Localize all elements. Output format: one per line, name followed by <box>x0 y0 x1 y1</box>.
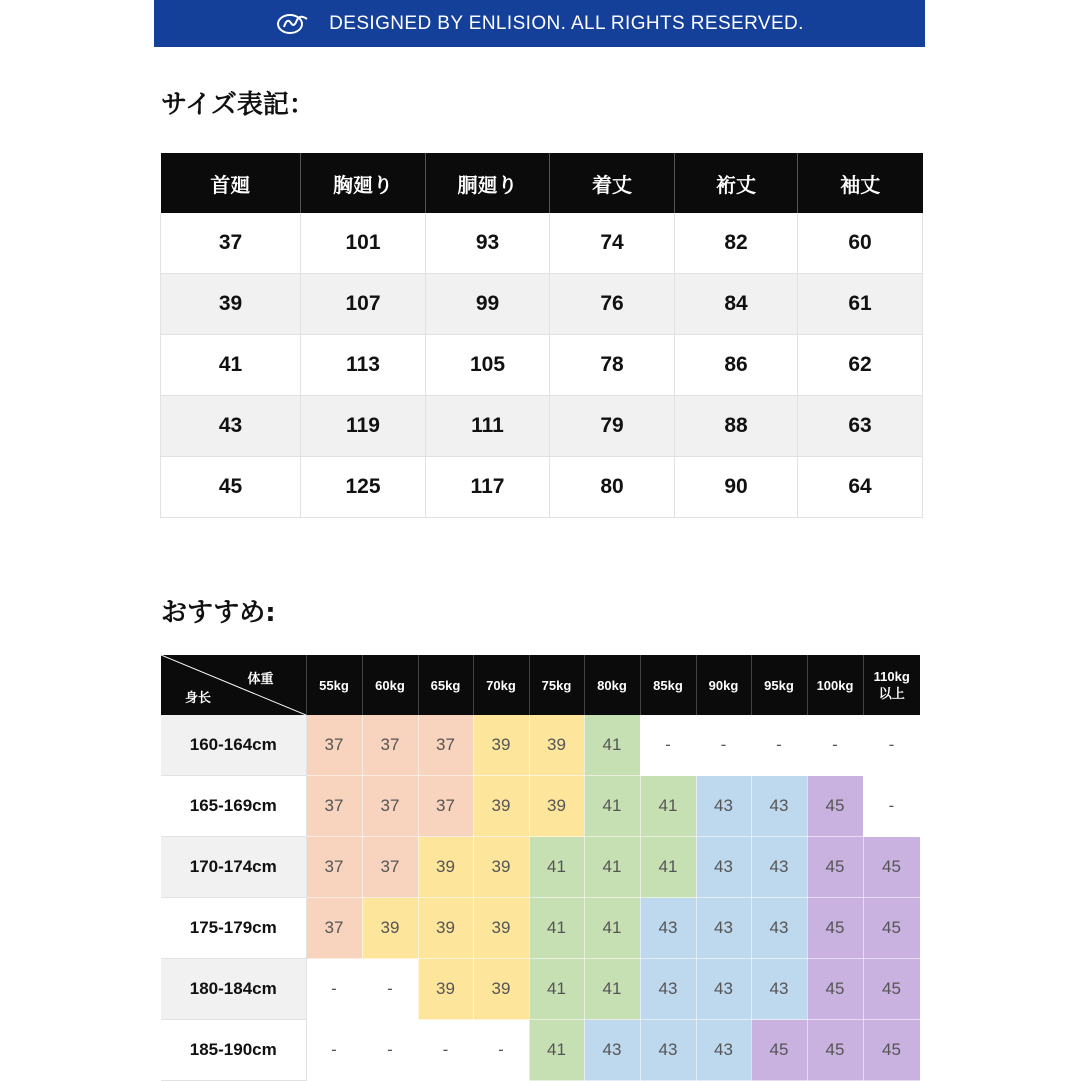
table-cell: 111 <box>426 396 550 457</box>
size-cell: 45 <box>751 1020 807 1081</box>
size-cell: - <box>362 1020 418 1081</box>
recommend-header-row <box>161 655 920 715</box>
size-cell: 37 <box>418 776 473 837</box>
corner-height-label: 身长 <box>185 690 212 705</box>
size-cell: 43 <box>751 837 807 898</box>
table-row <box>161 776 920 837</box>
table-cell: 45 <box>161 457 301 518</box>
table-cell: 63 <box>798 396 923 457</box>
size-cell: 43 <box>751 959 807 1020</box>
weight-header: 100kg <box>807 655 863 715</box>
table-cell: 60 <box>798 213 923 274</box>
table-row <box>161 959 920 1020</box>
size-cell: 45 <box>863 837 920 898</box>
size-cell: - <box>362 959 418 1020</box>
size-cell: 39 <box>473 776 529 837</box>
size-cell: 39 <box>473 898 529 959</box>
size-cell: 43 <box>640 959 696 1020</box>
size-cell: 39 <box>473 837 529 898</box>
size-cell: - <box>306 959 362 1020</box>
size-cell: 45 <box>807 898 863 959</box>
table-cell: 82 <box>675 213 798 274</box>
size-cell: - <box>696 715 751 776</box>
table-cell: 37 <box>161 213 301 274</box>
size-cell: 41 <box>584 959 640 1020</box>
weight-header: 75kg <box>529 655 584 715</box>
recommend-table-body <box>161 715 920 1081</box>
size-cell: 41 <box>584 837 640 898</box>
table-row <box>161 898 920 959</box>
corner-header <box>161 655 306 715</box>
size-cell: 43 <box>584 1020 640 1081</box>
table-row <box>161 1020 920 1081</box>
table-cell: 80 <box>550 457 675 518</box>
weight-header: 55kg <box>306 655 362 715</box>
weight-header: 90kg <box>696 655 751 715</box>
size-cell: 39 <box>529 715 584 776</box>
size-cell: 39 <box>473 715 529 776</box>
size-cell: 37 <box>306 837 362 898</box>
size-cell: - <box>807 715 863 776</box>
table-cell: 113 <box>301 335 426 396</box>
size-cell: 43 <box>696 776 751 837</box>
table-cell: 43 <box>161 396 301 457</box>
table-cell: 84 <box>675 274 798 335</box>
weight-header: 80kg <box>584 655 640 715</box>
table-row <box>161 396 923 457</box>
size-header-neck: 首廻 <box>161 153 301 213</box>
size-cell: 45 <box>807 1020 863 1081</box>
table-row <box>161 715 920 776</box>
size-cell: 39 <box>362 898 418 959</box>
size-cell: 41 <box>584 776 640 837</box>
weight-header: 60kg <box>362 655 418 715</box>
size-cell: 37 <box>418 715 473 776</box>
size-cell: - <box>306 1020 362 1081</box>
size-header-sleeve: 袖丈 <box>798 153 923 213</box>
table-cell: 62 <box>798 335 923 396</box>
size-cell: 39 <box>418 959 473 1020</box>
size-cell: - <box>418 1020 473 1081</box>
size-cell: 43 <box>640 1020 696 1081</box>
size-cell: 39 <box>529 776 584 837</box>
table-cell: 79 <box>550 396 675 457</box>
size-cell: 43 <box>751 898 807 959</box>
table-cell: 107 <box>301 274 426 335</box>
size-cell: 41 <box>584 715 640 776</box>
table-cell: 125 <box>301 457 426 518</box>
weight-header: 95kg <box>751 655 807 715</box>
size-header-yuki: 裄丈 <box>675 153 798 213</box>
recommend-table <box>161 655 921 1081</box>
weight-header-110-plus <box>863 655 920 715</box>
table-cell: 99 <box>426 274 550 335</box>
size-table <box>160 153 923 518</box>
table-cell: 88 <box>675 396 798 457</box>
size-cell: 37 <box>306 715 362 776</box>
height-label: 185-190cm <box>161 1020 306 1081</box>
height-label: 165-169cm <box>161 776 306 837</box>
table-cell: 90 <box>675 457 798 518</box>
height-label: 175-179cm <box>161 898 306 959</box>
size-cell: 41 <box>529 959 584 1020</box>
height-label: 180-184cm <box>161 959 306 1020</box>
size-cell: 43 <box>751 776 807 837</box>
size-cell: 43 <box>696 898 751 959</box>
size-cell: 39 <box>418 898 473 959</box>
weight-header-line1: 110kg <box>873 669 910 684</box>
size-cell: 41 <box>640 776 696 837</box>
table-cell: 78 <box>550 335 675 396</box>
table-cell: 39 <box>161 274 301 335</box>
size-cell: 45 <box>863 959 920 1020</box>
copyright-banner <box>154 0 925 47</box>
table-cell: 61 <box>798 274 923 335</box>
size-cell: 41 <box>529 1020 584 1081</box>
height-label: 170-174cm <box>161 837 306 898</box>
size-cell: 45 <box>863 1020 920 1081</box>
table-cell: 74 <box>550 213 675 274</box>
height-label: 160-164cm <box>161 715 306 776</box>
size-cell: - <box>473 1020 529 1081</box>
table-row <box>161 213 923 274</box>
size-cell: 45 <box>807 959 863 1020</box>
size-cell: 43 <box>640 898 696 959</box>
size-cell: 37 <box>362 837 418 898</box>
size-cell: 43 <box>696 959 751 1020</box>
size-cell: 41 <box>584 898 640 959</box>
size-header-chest: 胸廻り <box>301 153 426 213</box>
size-cell: 43 <box>696 837 751 898</box>
banner-text: DESIGNED BY ENLISION. ALL RIGHTS RESERVED. <box>329 12 804 34</box>
diagonal-divider <box>161 655 306 715</box>
size-cell: 41 <box>529 898 584 959</box>
table-row <box>161 274 923 335</box>
table-cell: 117 <box>426 457 550 518</box>
table-cell: 105 <box>426 335 550 396</box>
size-section-title: サイズ表記： <box>161 90 315 120</box>
table-cell: 101 <box>301 213 426 274</box>
size-cell: 37 <box>362 776 418 837</box>
weight-header: 70kg <box>473 655 529 715</box>
recommend-section-title: おすすめ: <box>161 598 276 628</box>
size-header-length: 着丈 <box>550 153 675 213</box>
table-cell: 119 <box>301 396 426 457</box>
size-cell: - <box>863 715 920 776</box>
table-cell: 93 <box>426 213 550 274</box>
size-cell: 37 <box>306 776 362 837</box>
table-cell: 76 <box>550 274 675 335</box>
size-cell: - <box>863 776 920 837</box>
size-cell: 43 <box>696 1020 751 1081</box>
size-cell: - <box>751 715 807 776</box>
size-table-header-row <box>161 153 923 213</box>
size-cell: 45 <box>807 776 863 837</box>
table-row <box>161 457 923 518</box>
size-cell: 39 <box>418 837 473 898</box>
size-cell: 41 <box>640 837 696 898</box>
table-row <box>161 837 920 898</box>
size-cell: - <box>640 715 696 776</box>
size-cell: 45 <box>863 898 920 959</box>
size-cell: 45 <box>807 837 863 898</box>
size-cell: 37 <box>362 715 418 776</box>
table-cell: 64 <box>798 457 923 518</box>
size-header-waist: 胴廻り <box>426 153 550 213</box>
size-cell: 39 <box>473 959 529 1020</box>
table-cell: 86 <box>675 335 798 396</box>
size-table-body <box>161 213 923 518</box>
table-cell: 41 <box>161 335 301 396</box>
weight-header: 85kg <box>640 655 696 715</box>
weight-header: 65kg <box>418 655 473 715</box>
size-cell: 37 <box>306 898 362 959</box>
brand-logo-icon <box>275 11 311 37</box>
corner-weight-label: 体重 <box>247 671 274 686</box>
weight-header-line2: 以上 <box>878 686 905 701</box>
size-cell: 41 <box>529 837 584 898</box>
table-row <box>161 335 923 396</box>
